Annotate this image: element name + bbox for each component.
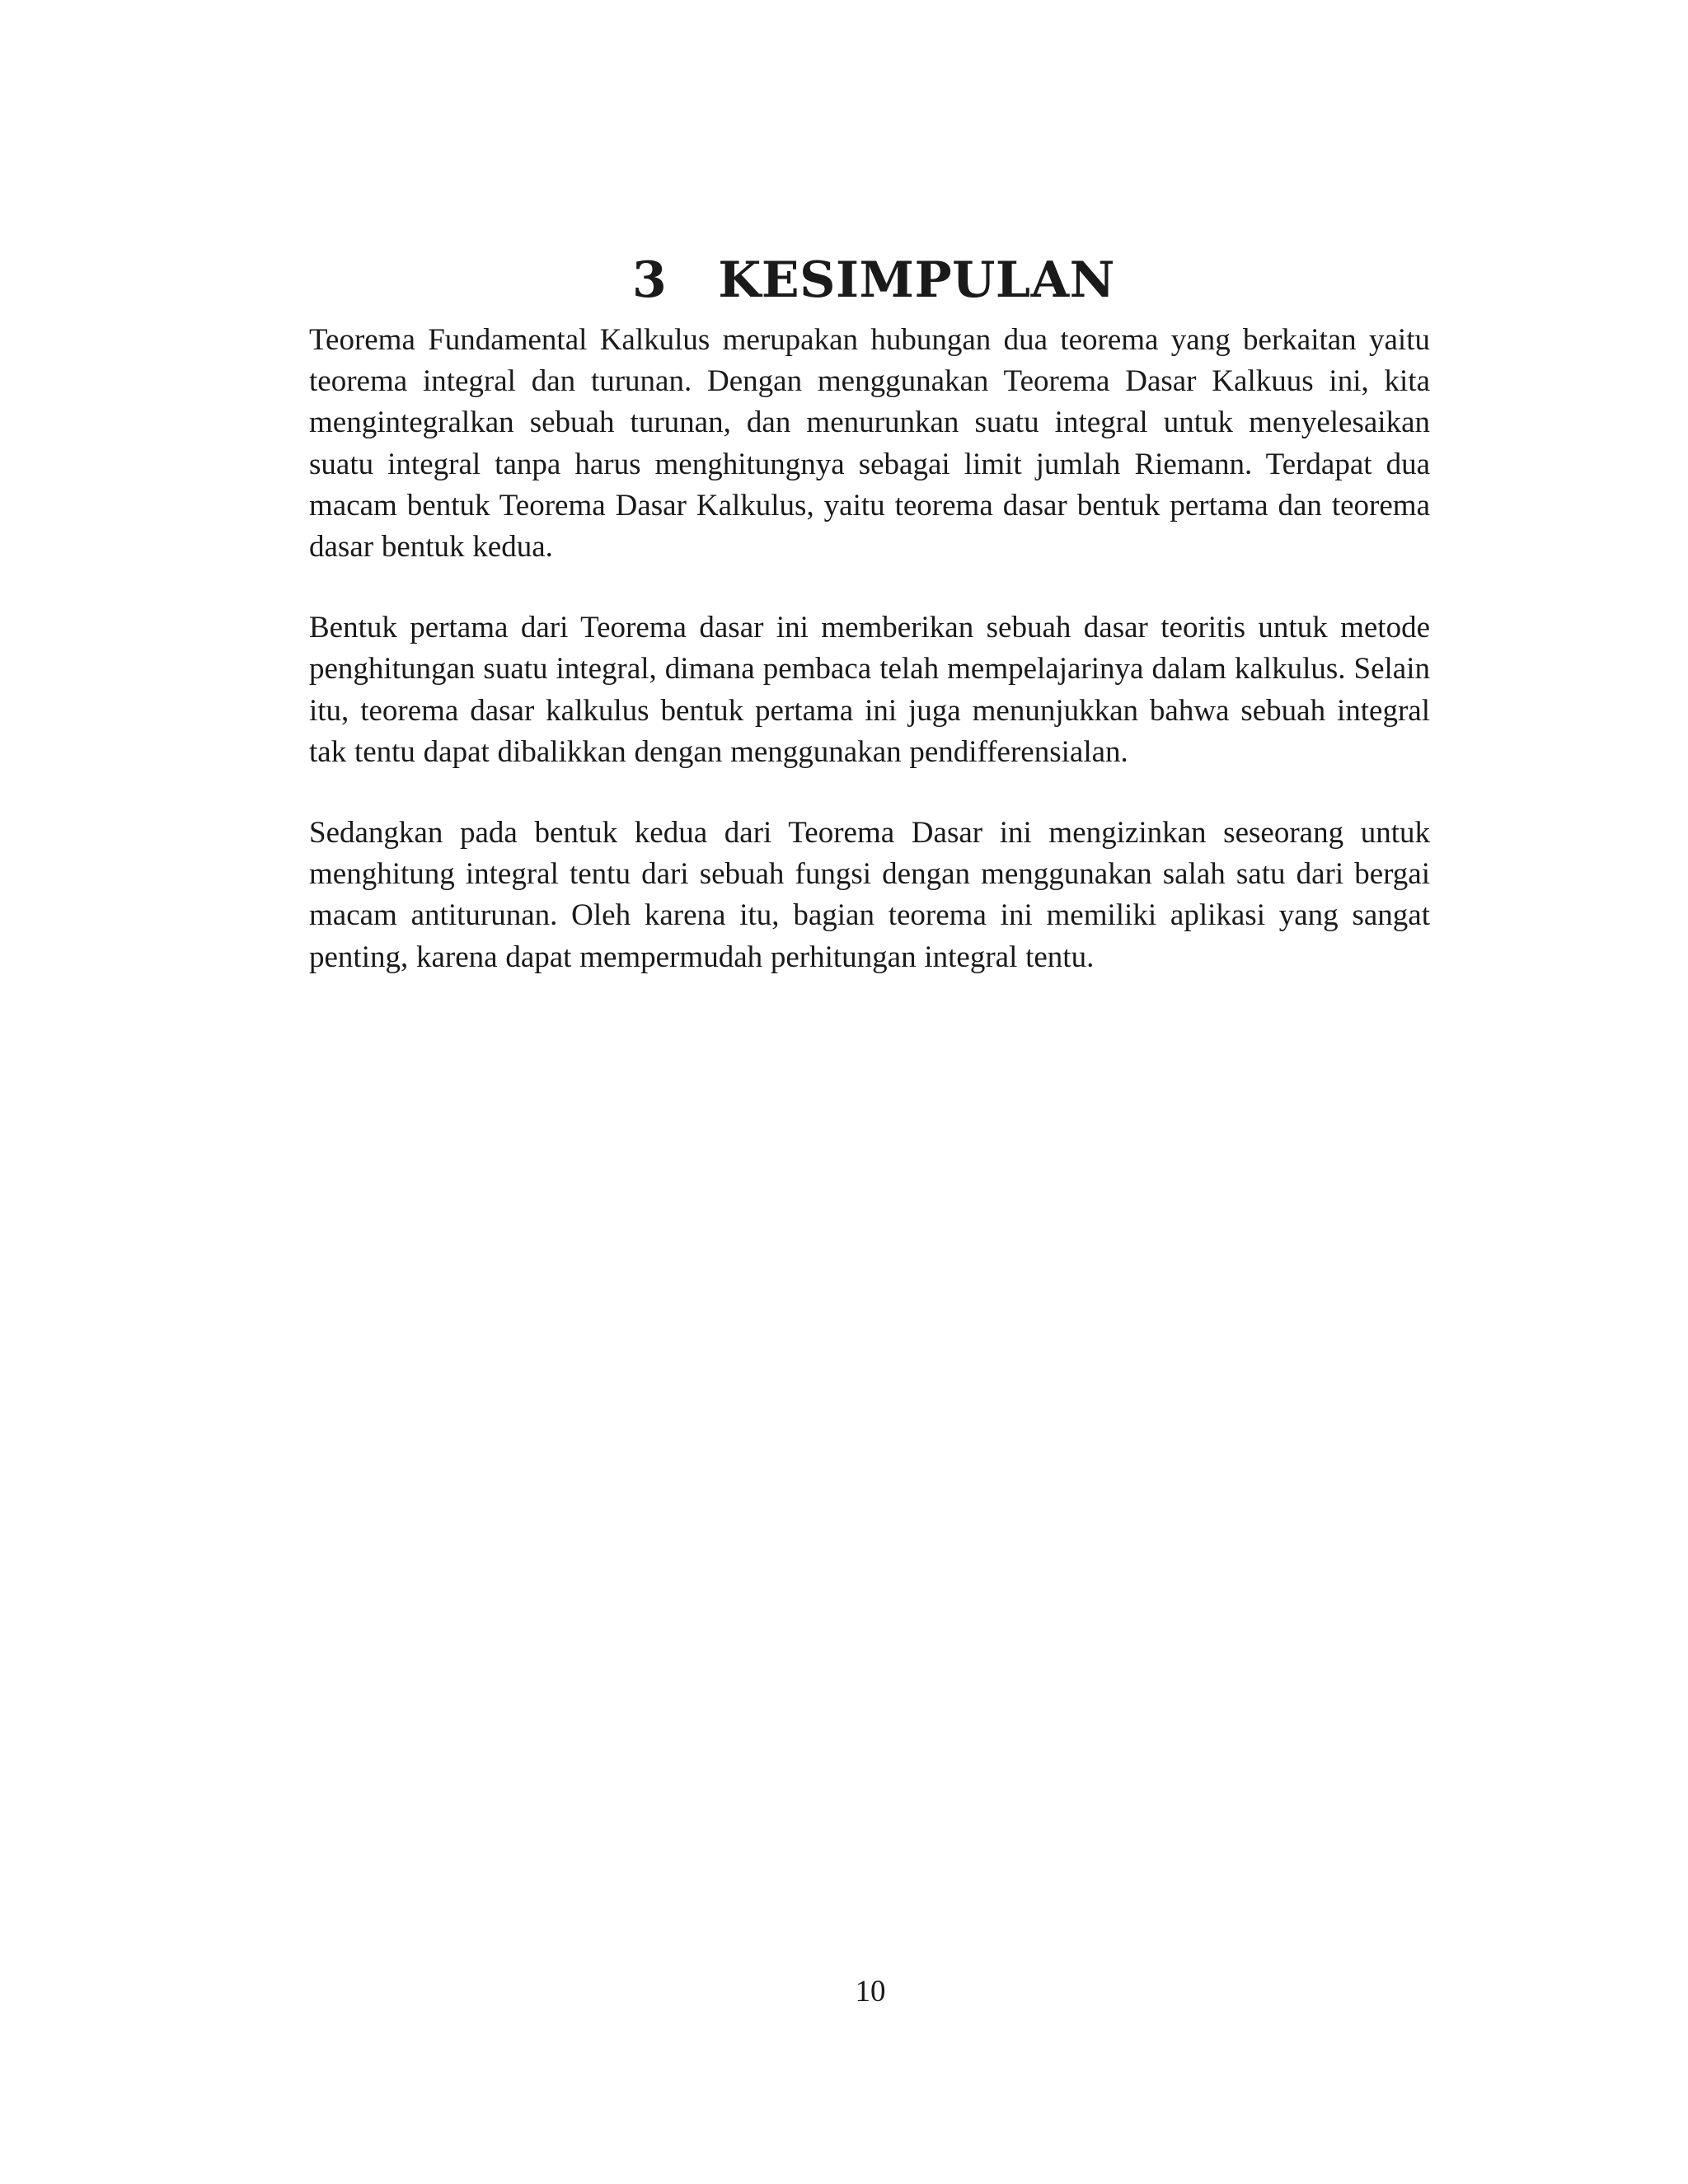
section-number: 3 <box>632 251 668 310</box>
section-heading <box>0 246 1688 315</box>
paragraph-2: Bentuk pertama dari Teorema dasar ini memberikan sebuah dasar teoritis untuk metode penghitungan suatu integral, dimana pembaca telah mempelajarinya dalam kalkulus. Selain itu, teorema dasar kalkulus bentuk pertama ini juga menunjukkan bahwa sebuah integral tak tentu dapat dibalikkan dengan menggunakan pendifferensialan. <box>309 611 1430 769</box>
page-number: 10 <box>855 1975 886 2008</box>
section-title: KESIMPULAN <box>718 251 1115 310</box>
section-body <box>309 320 1430 1018</box>
paragraph-1: Teorema Fundamental Kalkulus merupakan hubungan dua teorema yang berkaitan yaitu teorema integral dan turunan. Dengan menggunakan Teorema Dasar Kalkuus ini, kita mengintegralkan sebuah turunan, dan menurunkan suatu integral untuk menyelesaikan suatu integral tanpa harus menghitungnya sebagai limit jumlah Riemann. Terdapat dua macam bentuk Teorema Dasar Kalkulus, yaitu teorema dasar bentuk pertama dan teorema dasar bentuk kedua. <box>309 323 1430 565</box>
paragraph-3: Sedangkan pada bentuk kedua dari Teorema Dasar ini mengizinkan seseorang untuk menghitung integral tentu dari sebuah fungsi dengan menggunakan salah satu dari bergai macam antiturunan. Oleh karena itu, bagian teorema ini memiliki aplikasi yang sangat penting, karena dapat mempermudah perhitungan integral tentu. <box>309 816 1430 974</box>
